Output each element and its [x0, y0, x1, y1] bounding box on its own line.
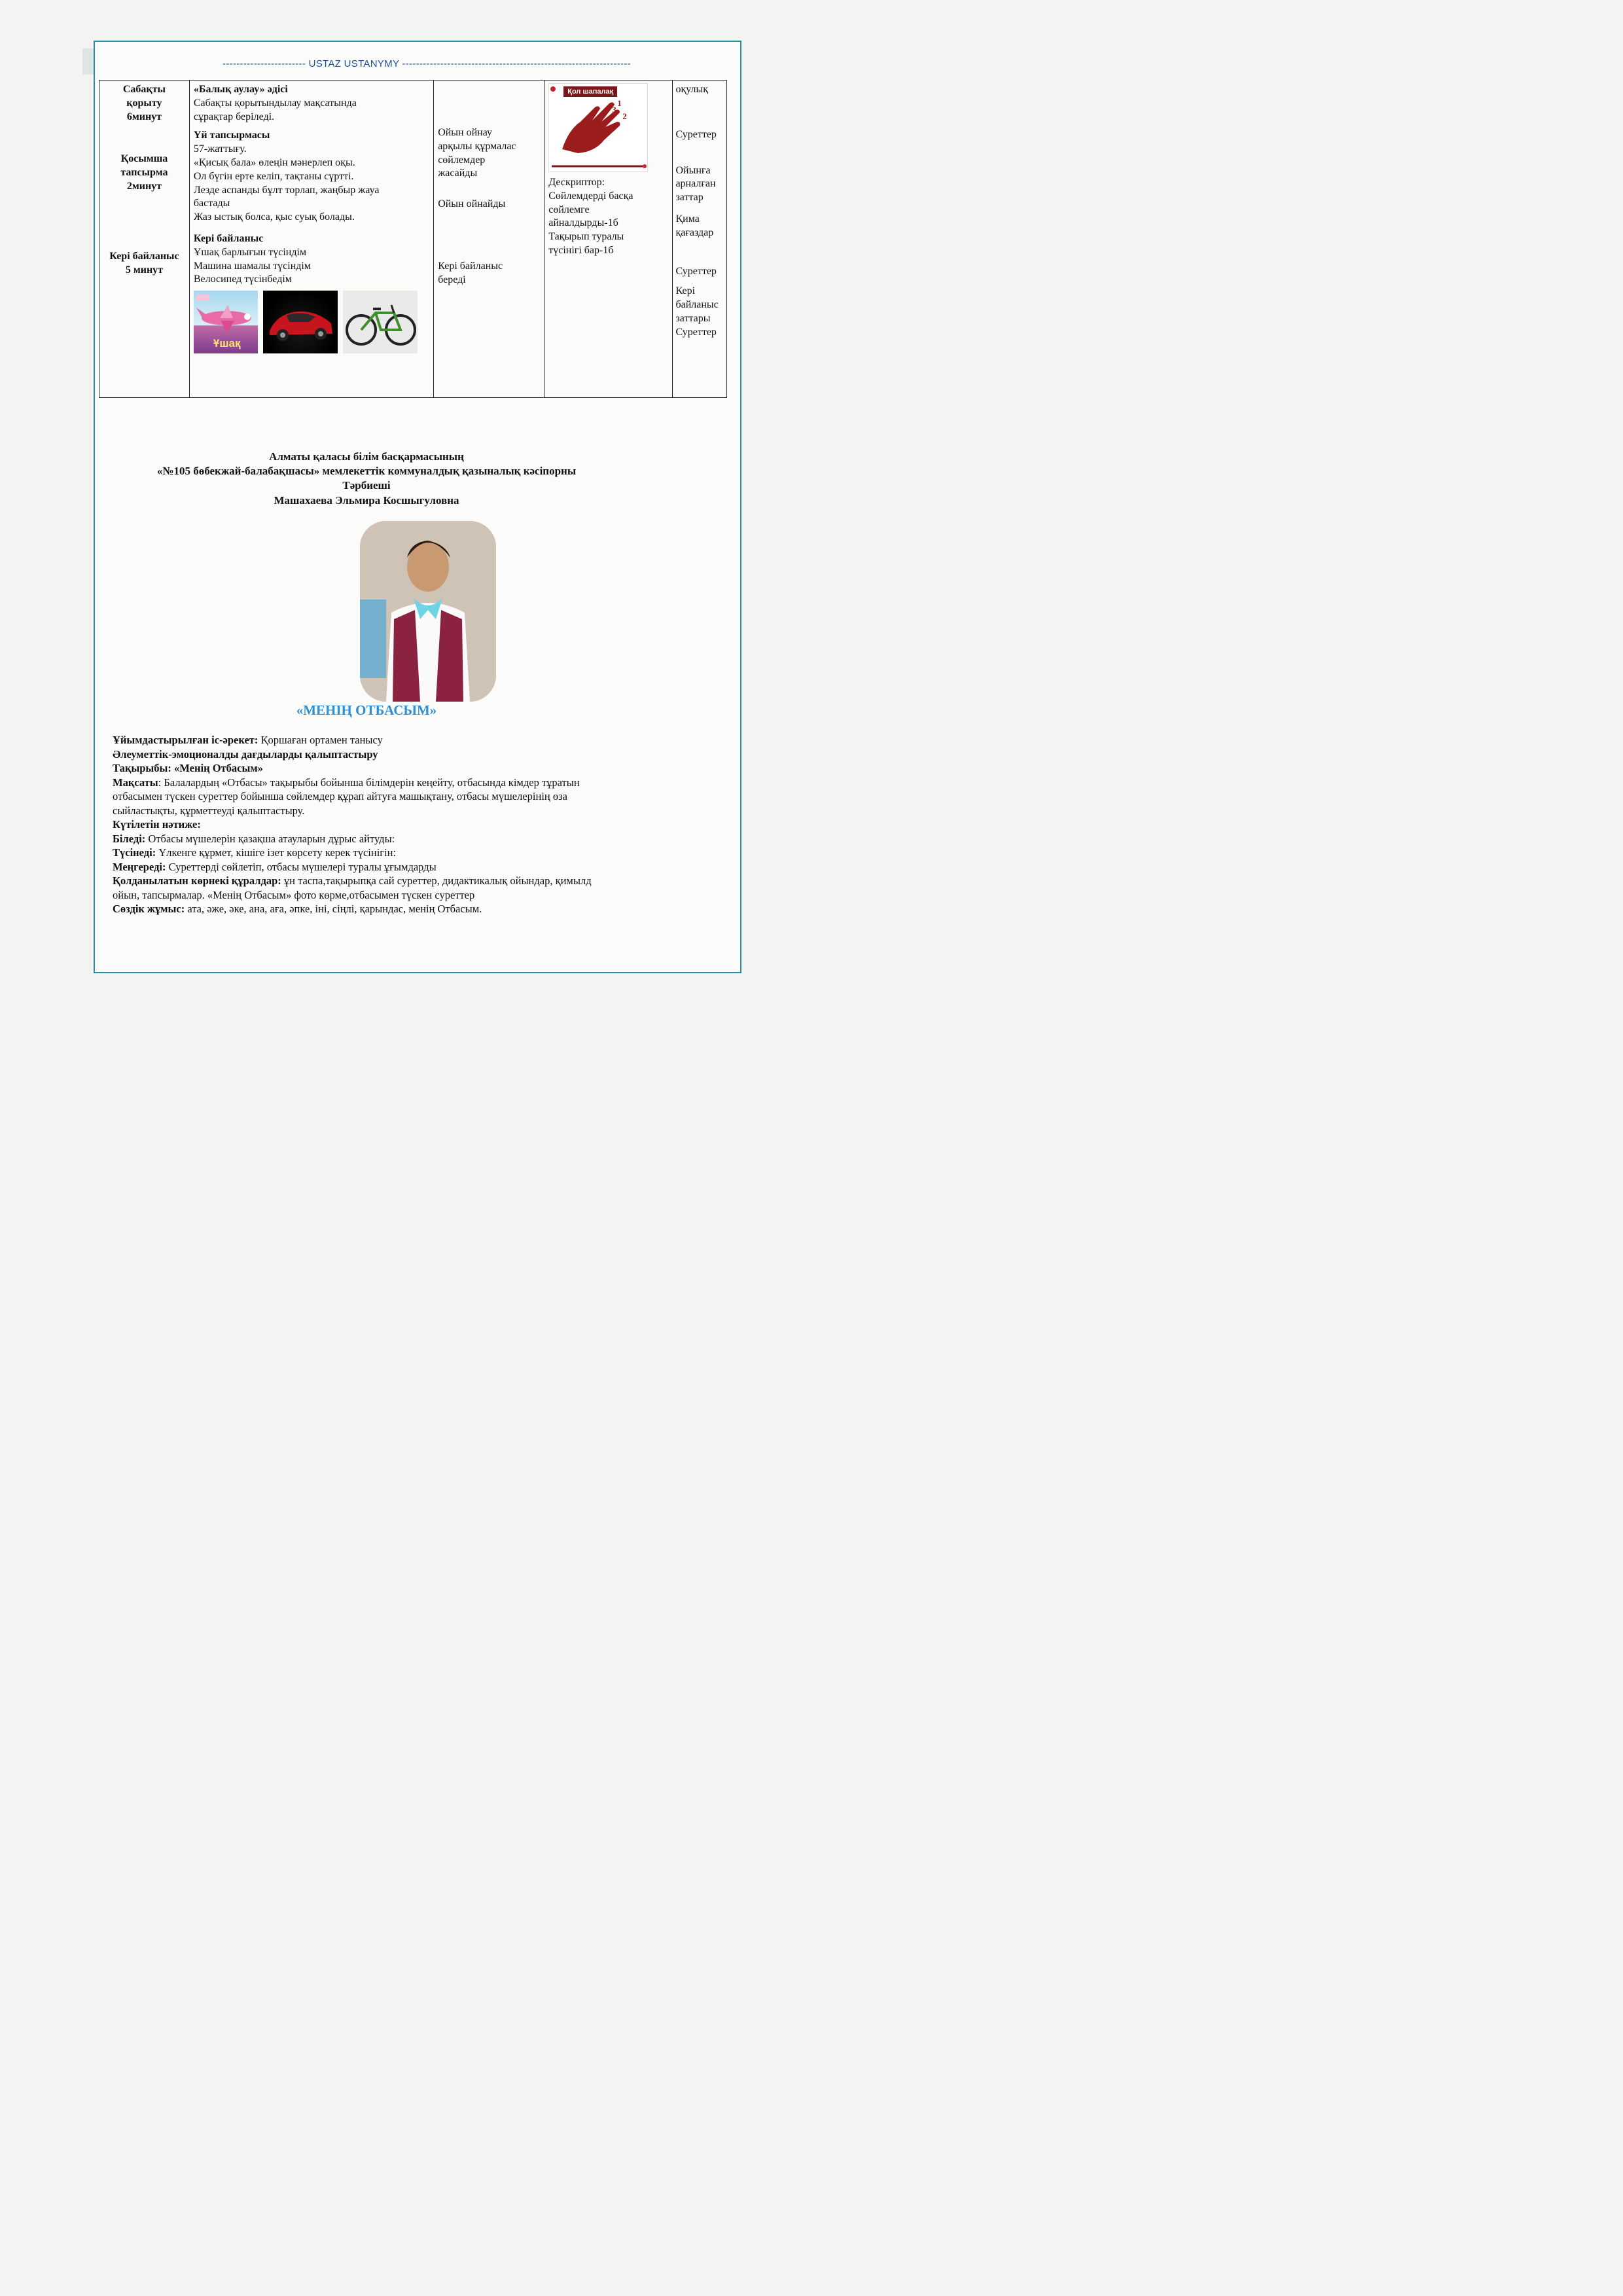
resource-item: байланыс: [675, 299, 719, 311]
activity-label: Ұйымдастырылған іс-әрекет:: [113, 734, 259, 746]
homework-line: Ол бүгін ерте келіп, тақтаны сүртті.: [193, 170, 354, 182]
feedback-line: Машина шамалы түсіндім: [193, 260, 311, 272]
author-photo: [360, 521, 496, 702]
student-action: береді: [438, 274, 466, 285]
student-action: арқылы құрмалас: [438, 140, 516, 152]
plan-goal-cont: сыйластықты, құрметтеуді қалыптастыру.: [113, 804, 305, 817]
resource-item: Ойынға: [675, 164, 711, 176]
header-dashes-right: ------------------------------------------------------------------: [402, 58, 631, 69]
author-position: Тәрбиеші: [342, 479, 391, 492]
student-action: жасайды: [438, 168, 478, 179]
bicycle-image: [343, 291, 418, 353]
resource-item: Суреттер: [675, 128, 717, 140]
understands-label: Түсінеді:: [113, 846, 156, 859]
plan-understands: [113, 846, 728, 860]
plan-expected: Күтілетін нәтиже:: [113, 818, 201, 831]
plan-vocab: [113, 902, 728, 916]
resources-cell: [673, 81, 727, 398]
plan-body: [113, 733, 728, 916]
clap-number: 3: [612, 105, 616, 115]
descriptor-line: айналдырды-1б: [548, 217, 618, 229]
author-name: Машахаева Эльмира Косшыгуловна: [274, 494, 459, 507]
student-action: Ойын ойнау: [438, 127, 493, 138]
feedback-title: Кері байланыс: [193, 232, 264, 244]
descriptor-line: Сөйлемдерді басқа: [548, 190, 633, 202]
resource-item: Суреттер: [675, 326, 717, 338]
goal-text: : Балалардың «Отбасы» тақырыбы бойынша білімдерін кеңейту, отбасында кімдер тұратын: [158, 776, 580, 789]
homework-line: Жаз ыстық болса, қыс суық болады.: [193, 211, 355, 223]
clap-number: 1: [617, 98, 622, 108]
resource-item: оқулық: [675, 84, 709, 95]
plan-goal-cont: отбасымен түскен суреттер бойынша сөйлемдер құрап айтуға машықтану, отбасы мүшелерінің өза: [113, 790, 567, 802]
resource-item: заттары: [675, 312, 711, 324]
plan-topic: Тақырыбы: «Менің Отбасым»: [113, 762, 263, 774]
aids-value: ұн таспа,тақырыпқа сай суреттер, дидактикалық ойындар, қимылд: [281, 874, 592, 887]
resource-item: Қима: [675, 213, 700, 224]
clap-card-title: Қол шапалақ: [563, 86, 617, 97]
stage-duration: 6минут: [126, 111, 162, 122]
plane-caption: Ұшақ: [213, 337, 241, 350]
resource-item: Суреттер: [675, 265, 717, 277]
plan-aids: [113, 874, 728, 888]
document-title: «МЕНІҢ ОТБАСЫМ»: [296, 702, 437, 718]
plane-image: [194, 291, 258, 353]
method-title: «Балық аулау» әдісі: [193, 84, 288, 95]
descriptor-line: сөйлемге: [548, 204, 590, 215]
plan-goal: [113, 776, 728, 790]
feedback-line: Ұшақ барлығын түсіндім: [193, 246, 307, 258]
resource-item: заттар: [675, 192, 704, 204]
descriptor-line: Дескриптор:: [548, 177, 605, 188]
method-text: сұрақтар беріледі.: [193, 111, 275, 122]
plan-knows: [113, 832, 728, 846]
vocab-value: ата, әже, әке, ана, аға, әпке, іні, сіңлі, қарындас, менің Отбасым.: [185, 903, 482, 915]
feedback-line: Велосипед түсінбедім: [193, 274, 292, 285]
student-cell: [434, 81, 544, 398]
stage-duration: 5 минут: [125, 264, 164, 276]
stage-label: қорыту: [126, 97, 162, 109]
knows-label: Біледі:: [113, 832, 146, 845]
descriptor-line: Тақырып туралы: [548, 231, 624, 243]
knows-value: Отбасы мүшелерін қазақша атауларын дұрыс айтуды:: [145, 832, 395, 845]
stage-label: тапсырма: [120, 167, 168, 179]
stage-feedback: [103, 250, 185, 278]
stage-label: Қосымша: [120, 153, 168, 165]
page-header: [171, 58, 682, 69]
plan-aids-cont: ойын, тапсырмалар. «Менің Отбасым» фото көрме,отбасымен түскен суреттер: [113, 888, 475, 901]
homework-line: Лезде аспанды бұлт торлап, жаңбыр жауа: [193, 184, 380, 196]
aids-label: Қолданылатын көрнекі құралдар:: [113, 874, 281, 887]
stage-label: Кері байланыс: [109, 250, 179, 262]
descriptor-line: түсінігі бар-1б: [548, 244, 614, 256]
activity-value: Қоршаған ортамен танысу: [258, 734, 383, 746]
author-org-line2: «№105 бөбекжай-балабақшасы» мемлекеттік коммуналдық қазыналық кәсіпорны: [156, 465, 577, 477]
stage-label: Сабақты: [122, 84, 166, 95]
plan-masters: [113, 860, 728, 874]
activity-cell: [189, 81, 433, 398]
stage-duration: 2минут: [126, 180, 162, 192]
car-image: [263, 291, 338, 353]
clap-number: 2: [622, 111, 627, 121]
resource-item: қағаздар: [675, 226, 714, 238]
stage-summary: [103, 83, 185, 124]
clap-card-image: [548, 83, 648, 172]
lesson-table: [99, 80, 727, 398]
homework-line: бастады: [193, 198, 230, 209]
goal-label: Мақсаты: [113, 776, 158, 789]
vocab-label: Сөздік жұмыс:: [113, 903, 185, 915]
homework-line: «Қисық бала» өлеңін мәнерлеп оқы.: [193, 156, 355, 168]
student-action: Кері байланыс: [438, 260, 503, 272]
header-brand: USTAZ USTANYMY: [308, 58, 399, 69]
feedback-images: [194, 291, 429, 353]
resource-item: Кері: [675, 285, 696, 297]
stage-cell: [99, 81, 190, 398]
header-dashes-left: ------------------------: [223, 58, 306, 69]
plan-skills: Әлеуметтік-эмоционалды дағдыларды қалыптастыру: [113, 747, 378, 761]
table-row: [99, 81, 727, 398]
masters-label: Меңгереді:: [113, 860, 166, 873]
resource-item: арналған: [675, 178, 716, 190]
author-org-line1: Алматы қаласы білім басқармасының: [269, 450, 464, 463]
plan-activity: [113, 733, 728, 747]
homework-title: Үй тапсырмасы: [193, 130, 270, 141]
method-text: Сабақты қорытындылау мақсатында: [193, 97, 357, 109]
stage-extra-task: [103, 152, 185, 193]
student-action: сөйлемдер: [438, 154, 486, 166]
understands-value: Үлкенге құрмет, кішіге ізет көрсету керек түсінігін:: [156, 846, 397, 859]
student-action: Ойын ойнайды: [438, 198, 506, 210]
homework-exercise: 57-жаттығу.: [193, 143, 247, 155]
masters-value: Суреттерді сөйлетіп, отбасы мүшелері туралы ұғымдарды: [166, 860, 437, 873]
assessment-cell: [544, 81, 673, 398]
